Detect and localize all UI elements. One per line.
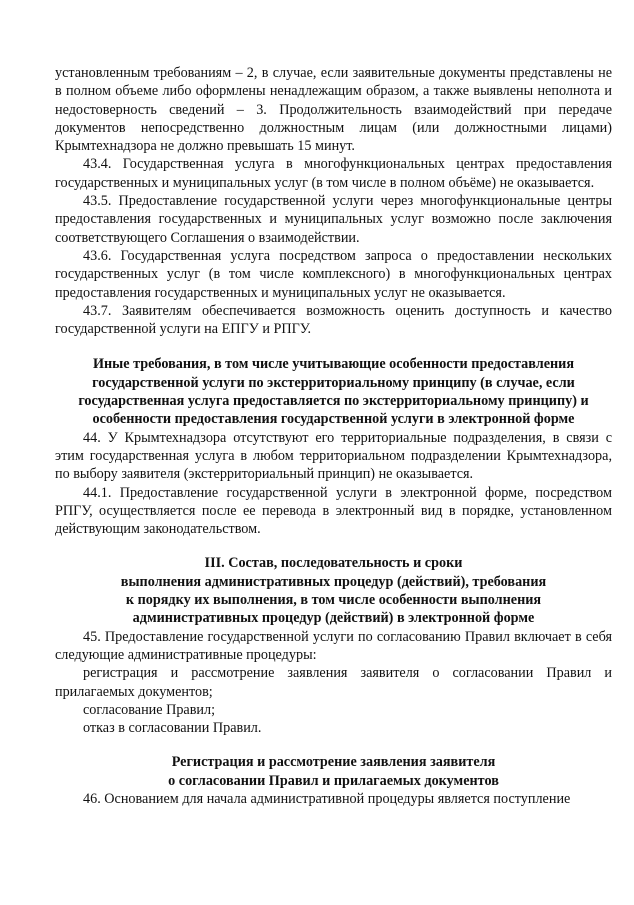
- section-heading-iii: [55, 554, 612, 627]
- heading-line: выполнения административных процедур (действий), требования: [120, 573, 547, 590]
- heading-line: административных процедур (действий) в электронной форме: [132, 610, 535, 627]
- list-item-refusal: отказ в согласовании Правил.: [83, 720, 262, 737]
- section-heading-other-requirements: [55, 355, 612, 428]
- heading-line: III. Состав, последовательность и сроки: [204, 555, 463, 572]
- paragraph-43-5: 43.5. Предоставление государственной услуги через многофункциональные центры предоставления государственных и муниципальных услуг возможно после заключения соответствующего Соглашения о взаимодействии.: [55, 193, 612, 246]
- subsection-heading-registration: [55, 753, 612, 790]
- paragraph-44: 44. У Крымтехнадзора отсутствуют его территориальные подразделения, в связи с этим государственная услуга в любом территориальном подразделении Крымтехнадзора, по выбору заявителя (экстерриториальный принцип) не оказывается.: [55, 429, 612, 483]
- heading-line: государственной услуги по экстерриториальному принципу (в случае, если: [92, 374, 575, 391]
- list-item-approval: согласование Правил;: [83, 701, 216, 718]
- paragraph-46: 46. Основанием для начала административной процедуры является поступление: [83, 790, 571, 807]
- paragraph-43-3-continuation: установленным требованиям – 2, в случае, если заявительные документы представлены не в полном объеме либо оформлены ненадлежащим образом, а также выявлены неполнота и недостоверность сведений – 3. Продолжительность взаимодействий при передаче документов непосредственно должностным лицам (или должностными лицами) Крымтехнадзора не должно превышать 15 минут.: [55, 65, 612, 155]
- list-item-registration: регистрация и рассмотрение заявления заявителя о согласовании Правил и прилагаемых документов;: [55, 665, 612, 700]
- heading-line: государственная услуга предоставляется по экстерриториальному принципу) и: [78, 393, 589, 410]
- paragraph-43-4: 43.4. Государственная услуга в многофункциональных центрах предоставления государственных и муниципальных услуг (в том числе в полном объёме) не оказывается.: [55, 156, 612, 191]
- paragraph-45: 45. Предоставление государственной услуги по согласованию Правил включает в себя следующие административные процедуры:: [55, 628, 612, 663]
- heading-line: о согласовании Правил и прилагаемых документов: [168, 772, 499, 789]
- paragraph-43-6: 43.6. Государственная услуга посредством запроса о предоставлении нескольких государственных услуг (в том числе комплексного) в многофункциональных центрах предоставления государственных и муниципальных услуг не оказывается.: [55, 247, 612, 301]
- paragraph-43-7: 43.7. Заявителям обеспечивается возможность оценить доступность и качество государственной услуги на ЕПГУ и РПГУ.: [55, 302, 612, 338]
- heading-line: к порядку их выполнения, в том числе особенности выполнения: [125, 592, 542, 609]
- heading-line: Иные требования, в том числе учитывающие особенности предоставления: [92, 356, 575, 373]
- heading-line: Регистрация и рассмотрение заявления заявителя: [171, 754, 496, 771]
- heading-line: особенности предоставления государственной услуги в электронной форме: [92, 411, 575, 428]
- paragraph-44-1: 44.1. Предоставление государственной услуги в электронной форме, посредством РПГУ, осуществляется после ее перевода в электронный вид в порядке, установленном действующим законодательством.: [55, 484, 612, 538]
